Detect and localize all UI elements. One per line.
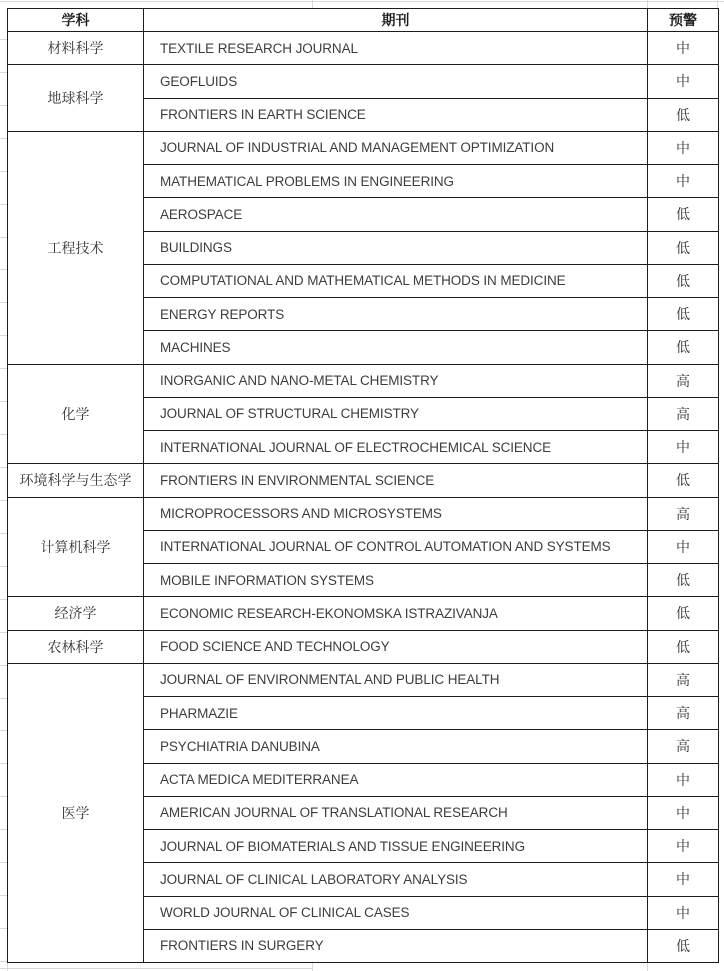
journal-cell: JOURNAL OF ENVIRONMENTAL AND PUBLIC HEALTH: [144, 663, 648, 696]
table-row: [8, 131, 719, 164]
grid-line: [0, 599, 7, 600]
warning-level-cell: 低: [648, 597, 719, 630]
grid-line: [0, 269, 7, 270]
subject-cell: 经济学: [8, 597, 144, 630]
grid-line: [0, 1, 724, 2]
journal-cell: WORLD JOURNAL OF CLINICAL CASES: [144, 896, 648, 929]
journal-cell: MACHINES: [144, 331, 648, 364]
warning-level-cell: 低: [648, 464, 719, 497]
subject-cell: 农林科学: [8, 630, 144, 663]
grid-line: [0, 632, 7, 633]
grid-line: [0, 335, 7, 336]
grid-line: [0, 500, 7, 501]
grid-line: [0, 171, 7, 172]
journal-cell: ENERGY REPORTS: [144, 298, 648, 331]
warning-level-cell: 中: [648, 796, 719, 829]
subject-cell: 地球科学: [8, 65, 144, 132]
grid-line: [0, 698, 7, 699]
journal-cell: AEROSPACE: [144, 198, 648, 231]
grid-line: [0, 237, 7, 238]
grid-line: [312, 963, 313, 971]
table-row: [8, 364, 719, 397]
journal-cell: TEXTILE RESEARCH JOURNAL: [144, 32, 648, 65]
warning-level-cell: 高: [648, 730, 719, 763]
warning-level-cell: 中: [648, 896, 719, 929]
grid-line: [0, 434, 7, 435]
col-header-subject: 学科: [8, 9, 144, 32]
grid-line: [0, 928, 7, 929]
warning-level-cell: 中: [648, 530, 719, 563]
journal-cell: JOURNAL OF BIOMATERIALS AND TISSUE ENGINEERING: [144, 830, 648, 863]
table-row: [8, 663, 719, 696]
journal-cell: FOOD SCIENCE AND TECHNOLOGY: [144, 630, 648, 663]
table-row: [8, 32, 719, 65]
warning-level-cell: 低: [648, 298, 719, 331]
journal-cell: PSYCHIATRIA DANUBINA: [144, 730, 648, 763]
journal-cell: COMPUTATIONAL AND MATHEMATICAL METHODS IN MEDICINE: [144, 264, 648, 297]
journal-cell: ECONOMIC RESEARCH-EKONOMSKA ISTRAZIVANJA: [144, 597, 648, 630]
journal-cell: BUILDINGS: [144, 231, 648, 264]
journal-cell: AMERICAN JOURNAL OF TRANSLATIONAL RESEARCH: [144, 796, 648, 829]
warning-level-cell: 中: [648, 431, 719, 464]
warning-level-cell: 中: [648, 32, 719, 65]
grid-line: [0, 204, 7, 205]
warning-level-cell: 低: [648, 264, 719, 297]
journal-cell: JOURNAL OF INDUSTRIAL AND MANAGEMENT OPTIMIZATION: [144, 131, 648, 164]
table-row: [8, 630, 719, 663]
journal-cell: GEOFLUIDS: [144, 65, 648, 98]
warning-level-cell: 低: [648, 98, 719, 131]
warning-level-cell: 中: [648, 830, 719, 863]
warning-level-cell: 低: [648, 929, 719, 962]
warning-level-cell: 高: [648, 397, 719, 430]
grid-line: [0, 467, 7, 468]
table-row: [8, 464, 719, 497]
journal-cell: MICROPROCESSORS AND MICROSYSTEMS: [144, 497, 648, 530]
grid-line: [0, 829, 7, 830]
warning-level-cell: 高: [648, 697, 719, 730]
warning-level-cell: 高: [648, 497, 719, 530]
header-row: [8, 9, 719, 32]
warning-level-cell: 低: [648, 630, 719, 663]
grid-line: [0, 302, 7, 303]
table-row: [8, 497, 719, 530]
journal-cell: JOURNAL OF STRUCTURAL CHEMISTRY: [144, 397, 648, 430]
grid-line: [0, 961, 7, 962]
subject-cell: 材料科学: [8, 32, 144, 65]
subject-cell: 环境科学与生态学: [8, 464, 144, 497]
warning-level-cell: 低: [648, 331, 719, 364]
subject-cell: 计算机科学: [8, 497, 144, 597]
journal-cell: MATHEMATICAL PROBLEMS IN ENGINEERING: [144, 165, 648, 198]
warning-level-cell: 高: [648, 663, 719, 696]
warning-level-cell: 中: [648, 165, 719, 198]
warning-level-cell: 中: [648, 65, 719, 98]
warning-level-cell: 低: [648, 564, 719, 597]
grid-line: [0, 566, 7, 567]
journal-cell: MOBILE INFORMATION SYSTEMS: [144, 564, 648, 597]
grid-line: [7, 963, 8, 971]
grid-line: [0, 796, 7, 797]
grid-line: [0, 533, 7, 534]
warning-level-cell: 低: [648, 231, 719, 264]
grid-line: [0, 105, 7, 106]
col-header-warning: 预警: [648, 9, 719, 32]
subject-cell: 化学: [8, 364, 144, 464]
grid-line: [0, 72, 7, 73]
grid-line: [312, 0, 313, 8]
table-row: [8, 65, 719, 98]
grid-line: [647, 0, 648, 8]
warning-level-cell: 高: [648, 364, 719, 397]
warning-level-cell: 中: [648, 131, 719, 164]
subject-cell: 医学: [8, 663, 144, 962]
journal-cell: FRONTIERS IN ENVIRONMENTAL SCIENCE: [144, 464, 648, 497]
grid-line: [0, 968, 313, 969]
journal-warning-table: [7, 8, 719, 963]
journal-cell: INORGANIC AND NANO-METAL CHEMISTRY: [144, 364, 648, 397]
journal-cell: PHARMAZIE: [144, 697, 648, 730]
journal-cell: FRONTIERS IN EARTH SCIENCE: [144, 98, 648, 131]
journal-cell: INTERNATIONAL JOURNAL OF ELECTROCHEMICAL SCIENCE: [144, 431, 648, 464]
grid-line: [0, 763, 7, 764]
subject-cell: 工程技术: [8, 131, 144, 364]
grid-line: [0, 730, 7, 731]
grid-line: [0, 138, 7, 139]
journal-cell: FRONTIERS IN SURGERY: [144, 929, 648, 962]
warning-level-cell: 中: [648, 863, 719, 896]
grid-line: [0, 665, 7, 666]
journal-cell: JOURNAL OF CLINICAL LABORATORY ANALYSIS: [144, 863, 648, 896]
grid-line: [0, 862, 7, 863]
grid-line: [717, 0, 718, 8]
grid-line: [0, 39, 7, 40]
warning-level-cell: 低: [648, 198, 719, 231]
col-header-journal: 期刊: [144, 9, 648, 32]
warning-level-cell: 中: [648, 763, 719, 796]
grid-line: [0, 895, 7, 896]
grid-line: [0, 368, 7, 369]
table-row: [8, 597, 719, 630]
journal-cell: ACTA MEDICA MEDITERRANEA: [144, 763, 648, 796]
grid-line: [0, 401, 7, 402]
journal-cell: INTERNATIONAL JOURNAL OF CONTROL AUTOMATION AND SYSTEMS: [144, 530, 648, 563]
grid-line: [647, 963, 648, 971]
